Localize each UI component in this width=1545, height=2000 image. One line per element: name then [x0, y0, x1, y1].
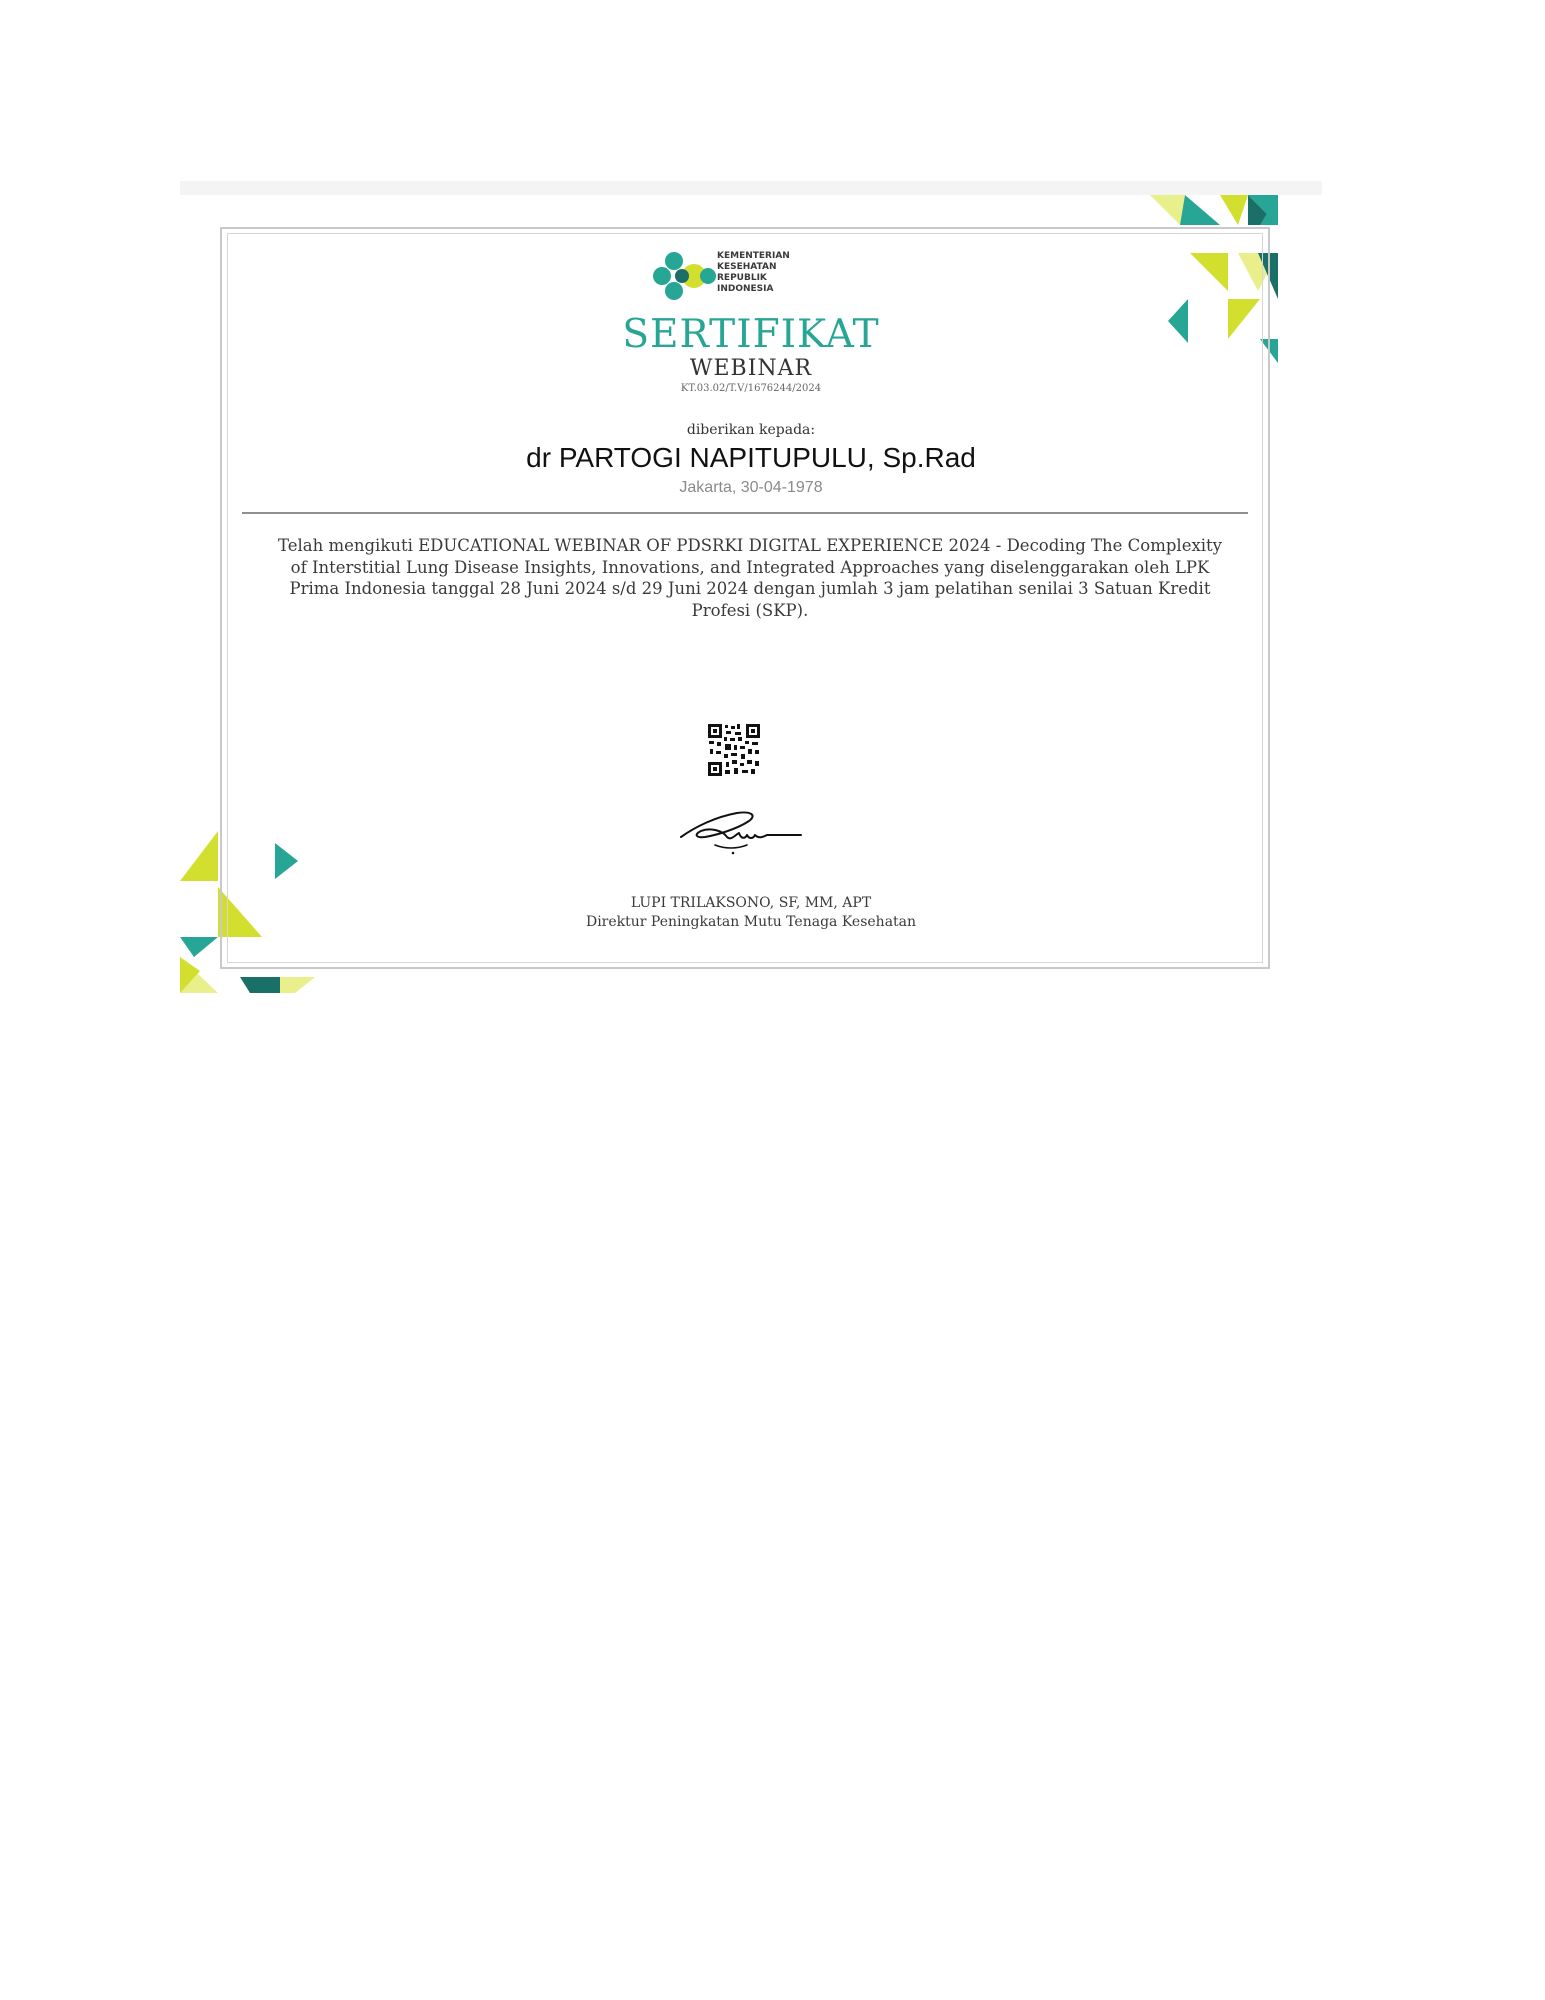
birth-info: Jakarta, 30-04-1978 [679, 479, 823, 496]
certificate [180, 181, 1322, 993]
logo-line: INDONESIA [717, 284, 774, 294]
signer-title: Direktur Peningkatan Mutu Tenaga Kesehatan [585, 914, 917, 930]
certificate-subtitle: WEBINAR [689, 356, 813, 381]
divider [242, 512, 1248, 514]
qr-code [708, 724, 760, 776]
given-to-label: diberikan kepada: [686, 422, 816, 438]
signature [675, 805, 805, 859]
logo-line: KESEHATAN [717, 262, 777, 272]
signer-name: LUPI TRILAKSONO, SF, MM, APT [630, 895, 872, 911]
logo-line: REPUBLIK [717, 273, 767, 283]
certificate-body: Telah mengikuti EDUCATIONAL WEBINAR OF PDSRKI DIGITAL EXPERIENCE 2024 - Decoding The Complexity of Interstitial Lung Disease Insights, Innovations, and Integrated Approaches yang diselenggarakan oleh LPK Prima Indonesia tanggal 28 Juni 2024 s/d 29 Juni 2024 dengan jumlah 3 jam pelatihan senilai 3 Satuan Kredit Profesi (SKP). [277, 536, 1222, 620]
certificate-title: SERTIFIKAT [622, 312, 880, 357]
recipient-name: dr PARTOGI NAPITUPULU, Sp.Rad [526, 442, 976, 473]
ministry-logo-text [717, 251, 807, 295]
certificate-number: KT.03.02/T.V/1676244/2024 [680, 383, 822, 394]
logo-line: KEMENTERIAN [717, 251, 790, 261]
